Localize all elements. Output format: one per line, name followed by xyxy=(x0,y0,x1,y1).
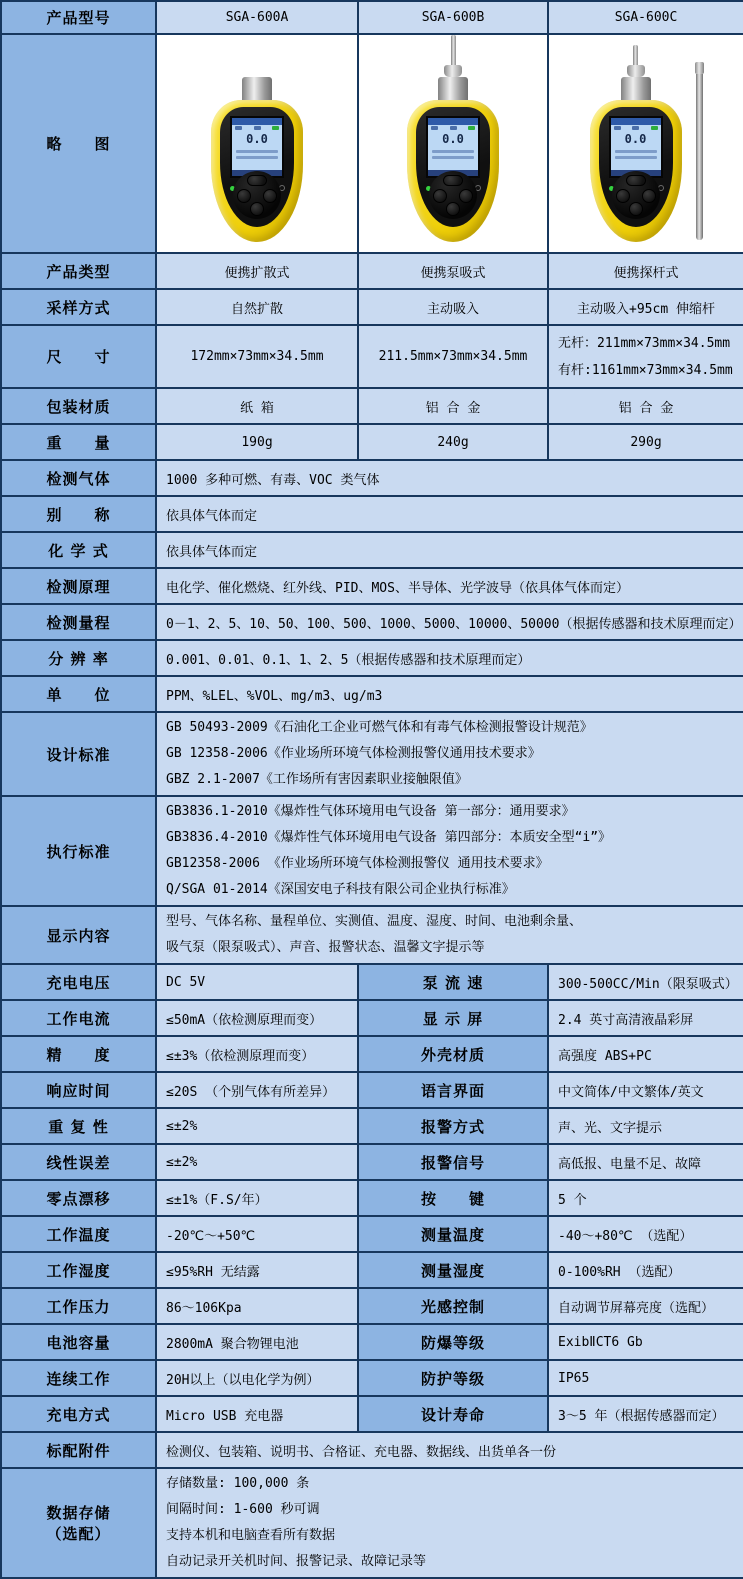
cell-value: 172mm×73mm×34.5mm xyxy=(156,325,358,388)
device-body xyxy=(211,100,303,242)
device-front-panel xyxy=(220,107,294,227)
button-pad xyxy=(233,171,281,219)
menu-button xyxy=(626,175,646,186)
cell-value: 高强度 ABS+PC xyxy=(548,1036,743,1072)
row-working-pressure-light-control xyxy=(1,1288,743,1324)
row-standard-accessories xyxy=(1,1432,743,1468)
cell-value: 0-100%RH （选配） xyxy=(548,1252,743,1288)
row-label: 尺 寸 xyxy=(1,325,156,388)
row-label: 防护等级 xyxy=(358,1360,548,1396)
cell-value: 中文简体/中文繁体/英文 xyxy=(548,1072,743,1108)
row-label: 电池容量 xyxy=(1,1324,156,1360)
cell-value: 1000 多种可燃、有毒、VOC 类气体 xyxy=(156,460,743,496)
cell-value: -40～+80℃ （选配） xyxy=(548,1216,743,1252)
row-sampling-method xyxy=(1,289,743,325)
row-detected-gas xyxy=(1,460,743,496)
menu-button xyxy=(247,175,267,186)
display-line: 型号、气体名称、量程单位、实测值、温度、湿度、时间、电池剩余量、 xyxy=(166,914,583,929)
row-label: 测量温度 xyxy=(358,1216,548,1252)
row-label: 语言界面 xyxy=(358,1072,548,1108)
standard-line: GB 12358-2006《作业场所环境气体检测报警仪通用技术要求》 xyxy=(166,746,541,761)
row-label: 检测气体 xyxy=(1,460,156,496)
row-label: 外壳材质 xyxy=(358,1036,548,1072)
row-label: 执行标准 xyxy=(1,796,156,906)
cell-value xyxy=(156,796,743,906)
row-label: 报警方式 xyxy=(358,1108,548,1144)
row-label: 包装材质 xyxy=(1,388,156,424)
row-data-storage xyxy=(1,1468,743,1578)
row-label: 分 辨 率 xyxy=(1,640,156,676)
cell-value: 主动吸入 xyxy=(358,289,548,325)
row-label: 化 学 式 xyxy=(1,532,156,568)
device-screen xyxy=(609,116,663,178)
cell-value: 20H以上（以电化学为例） xyxy=(156,1360,358,1396)
probe-rod xyxy=(451,35,456,65)
screen-info-rows xyxy=(428,147,478,162)
photo-cell-sga-600c xyxy=(548,34,743,253)
cell-value: IP65 xyxy=(548,1360,743,1396)
enter-button xyxy=(250,202,264,216)
cell-value: 300-500CC/Min（限泵吸式） xyxy=(548,964,743,1000)
screen-reading: 0.0 xyxy=(624,132,647,146)
product-photo-probe xyxy=(590,45,682,242)
standard-line: GB12358-2006 《作业场所环境气体检测报警仪 通用技术要求》 xyxy=(166,856,549,871)
row-label: 线性误差 xyxy=(1,1144,156,1180)
row-label xyxy=(1,1468,156,1578)
standard-line: Q/SGA 01-2014《深国安电子科技有限公司企业执行标准》 xyxy=(166,882,515,897)
cell-value: 2800mA 聚合物锂电池 xyxy=(156,1324,358,1360)
right-button xyxy=(263,189,277,203)
row-charging-voltage-pump-flow xyxy=(1,964,743,1000)
enter-button xyxy=(629,202,643,216)
row-dimensions xyxy=(1,325,743,388)
label-line: （选配） xyxy=(46,1525,111,1543)
standard-line: GBZ 2.1-2007《工作场所有害因素职业接触限值》 xyxy=(166,772,468,787)
screen-reading: 0.0 xyxy=(442,132,464,146)
cell-value: 铝 合 金 xyxy=(358,388,548,424)
left-button xyxy=(237,189,251,203)
cell-value: DC 5V xyxy=(156,964,358,1000)
cell-value: 5 个 xyxy=(548,1180,743,1216)
fan-icon xyxy=(254,126,261,130)
cell-value: 检测仪、包装箱、说明书、合格证、充电器、数据线、出货单各一份 xyxy=(156,1432,743,1468)
cell-value: ≤±2% xyxy=(156,1144,358,1180)
cell-value: 主动吸入+95cm 伸缩杆 xyxy=(548,289,743,325)
row-packaging xyxy=(1,388,743,424)
row-label-sketch: 略 图 xyxy=(1,34,156,253)
cell-value: 190g xyxy=(156,424,358,460)
cell-value: 240g xyxy=(358,424,548,460)
row-label: 单 位 xyxy=(1,676,156,712)
row-label: 工作温度 xyxy=(1,1216,156,1252)
screen-reading: 0.0 xyxy=(246,132,268,146)
row-label: 别 称 xyxy=(1,496,156,532)
cell-value: 依具体气体而定 xyxy=(156,496,743,532)
row-label: 测量湿度 xyxy=(358,1252,548,1288)
cell-value: -20℃～+50℃ xyxy=(156,1216,358,1252)
storage-line: 间隔时间: 1-600 秒可调 xyxy=(166,1502,320,1517)
photo-cell-sga-600a xyxy=(156,34,358,253)
cell-value xyxy=(548,325,743,388)
storage-line: 自动记录开关机时间、报警记录、故障记录等 xyxy=(166,1554,427,1569)
row-label: 充电电压 xyxy=(1,964,156,1000)
product-photo-pump xyxy=(407,35,499,242)
display-line: 吸气泵（限泵吸式）、声音、报警状态、温馨文字提示等 xyxy=(166,940,485,955)
device-front-panel xyxy=(416,107,490,227)
menu-button xyxy=(443,175,463,186)
fan-icon xyxy=(632,126,639,130)
cell-value: 声、光、文字提示 xyxy=(548,1108,743,1144)
cell-value: ≤±2% xyxy=(156,1108,358,1144)
enter-button xyxy=(446,202,460,216)
row-label: 设计标准 xyxy=(1,712,156,796)
probe-cone xyxy=(627,65,645,77)
speaker-icon xyxy=(614,126,621,130)
row-units xyxy=(1,676,743,712)
row-alias xyxy=(1,496,743,532)
cell-value: ≤±1%（F.S/年） xyxy=(156,1180,358,1216)
cell-value: 自动调节屏幕亮度（选配） xyxy=(548,1288,743,1324)
row-product-type xyxy=(1,253,743,289)
row-working-humidity-measure-humidity xyxy=(1,1252,743,1288)
model-name-b: SGA-600B xyxy=(358,1,548,34)
row-working-temp-measure-temp xyxy=(1,1216,743,1252)
speaker-icon xyxy=(431,126,438,130)
cell-value: 铝 合 金 xyxy=(548,388,743,424)
cell-value: 0.001、0.01、0.1、1、2、5（根据传感器和技术原理而定） xyxy=(156,640,743,676)
cell-value xyxy=(156,906,743,964)
row-label: 按 键 xyxy=(358,1180,548,1216)
cell-value: 便携扩散式 xyxy=(156,253,358,289)
cell-value: 纸 箱 xyxy=(156,388,358,424)
sensor-cap xyxy=(242,77,272,102)
row-label: 响应时间 xyxy=(1,1072,156,1108)
cell-value: ≤50mA（依检测原理而变） xyxy=(156,1000,358,1036)
cell-value: ≤±3%（依检测原理而变） xyxy=(156,1036,358,1072)
device-screen xyxy=(230,116,284,178)
row-label: 产品类型 xyxy=(1,253,156,289)
sensor-cap xyxy=(621,77,651,102)
screen-title-bar xyxy=(428,118,478,125)
left-button xyxy=(616,189,630,203)
row-detection-range xyxy=(1,604,743,640)
row-label: 工作湿度 xyxy=(1,1252,156,1288)
row-charging-method-design-life xyxy=(1,1396,743,1432)
fan-icon xyxy=(450,126,457,130)
row-continuous-work-protection-rating xyxy=(1,1360,743,1396)
cell-value xyxy=(156,712,743,796)
speaker-icon xyxy=(235,126,242,130)
cell-value: 2.4 英寸高清液晶彩屏 xyxy=(548,1000,743,1036)
product-photo-diffusion xyxy=(211,77,303,242)
row-label: 泵 流 速 xyxy=(358,964,548,1000)
sensor-cap xyxy=(438,77,468,102)
probe-cone xyxy=(444,65,462,77)
screen-info-rows xyxy=(611,147,661,162)
row-label: 报警信号 xyxy=(358,1144,548,1180)
cell-value: ≤20S （个别气体有所差异） xyxy=(156,1072,358,1108)
standard-line: GB 50493-2009《石油化工企业可燃气体和有毒气体检测报警设计规范》 xyxy=(166,720,593,735)
row-label: 重 复 性 xyxy=(1,1108,156,1144)
dimension-line: 无杆：211mm×73mm×34.5mm xyxy=(558,335,731,351)
storage-line: 存储数量: 100,000 条 xyxy=(166,1476,310,1491)
row-weight xyxy=(1,424,743,460)
battery-icon xyxy=(468,126,475,130)
standard-line: GB3836.1-2010《爆炸性气体环境用电气设备 第一部分：通用要求》 xyxy=(166,804,575,819)
cell-value: 便携探杆式 xyxy=(548,253,743,289)
row-sketch xyxy=(1,34,743,253)
model-name-a: SGA-600A xyxy=(156,1,358,34)
cell-value: 0－1、2、5、10、50、100、500、1000、5000、10000、50000（根据传感器和技术原理而定） xyxy=(156,604,743,640)
screen-info-rows xyxy=(232,147,282,162)
model-name-c: SGA-600C xyxy=(548,1,743,34)
left-button xyxy=(433,189,447,203)
cell-value: ≤95%RH 无结露 xyxy=(156,1252,358,1288)
row-response-time-language xyxy=(1,1072,743,1108)
cell-value: 便携泵吸式 xyxy=(358,253,548,289)
button-pad xyxy=(429,171,477,219)
row-working-current-display xyxy=(1,1000,743,1036)
row-display-content xyxy=(1,906,743,964)
device-screen xyxy=(426,116,480,178)
cell-value xyxy=(156,1468,743,1578)
right-button xyxy=(459,189,473,203)
row-label: 设计寿命 xyxy=(358,1396,548,1432)
row-label: 光感控制 xyxy=(358,1288,548,1324)
cell-value: PPM、%LEL、%VOL、mg/m3、ug/m3 xyxy=(156,676,743,712)
standard-line: GB3836.4-2010《爆炸性气体环境用电气设备 第四部分：本质安全型“i”》 xyxy=(166,830,612,845)
telescopic-rod xyxy=(696,62,703,240)
device-body xyxy=(407,100,499,242)
screen-title-bar xyxy=(232,118,282,125)
cell-value: 高低报、电量不足、故障 xyxy=(548,1144,743,1180)
row-label: 标配附件 xyxy=(1,1432,156,1468)
row-label: 显示内容 xyxy=(1,906,156,964)
screen-title-bar xyxy=(611,118,661,125)
row-executive-standards xyxy=(1,796,743,906)
row-linearity-alarm-signal xyxy=(1,1144,743,1180)
storage-line: 支持本机和电脑查看所有数据 xyxy=(166,1528,336,1543)
row-battery-explosion-rating xyxy=(1,1324,743,1360)
cell-value: 3～5 年（根据传感器而定） xyxy=(548,1396,743,1432)
dimension-line: 有杆:1161mm×73mm×34.5mm xyxy=(558,362,733,378)
row-detection-principle xyxy=(1,568,743,604)
device-front-panel xyxy=(599,107,673,227)
label-line: 数据存储 xyxy=(46,1504,111,1522)
row-label: 检测原理 xyxy=(1,568,156,604)
row-accuracy-housing xyxy=(1,1036,743,1072)
row-label: 重 量 xyxy=(1,424,156,460)
row-label: 精 度 xyxy=(1,1036,156,1072)
cell-value: 211.5mm×73mm×34.5mm xyxy=(358,325,548,388)
row-label: 采样方式 xyxy=(1,289,156,325)
row-label: 工作压力 xyxy=(1,1288,156,1324)
row-repeatability-alarm-mode xyxy=(1,1108,743,1144)
row-zero-drift-keys xyxy=(1,1180,743,1216)
row-label-product-model: 产品型号 xyxy=(1,1,156,34)
row-label: 防爆等级 xyxy=(358,1324,548,1360)
row-label: 零点漂移 xyxy=(1,1180,156,1216)
cell-value: 自然扩散 xyxy=(156,289,358,325)
device-body xyxy=(590,100,682,242)
cell-value: 依具体气体而定 xyxy=(156,532,743,568)
cell-value: 290g xyxy=(548,424,743,460)
row-resolution xyxy=(1,640,743,676)
row-design-standards xyxy=(1,712,743,796)
row-chemical-formula xyxy=(1,532,743,568)
button-pad xyxy=(612,171,660,219)
probe-rod xyxy=(633,45,638,65)
row-label: 连续工作 xyxy=(1,1360,156,1396)
right-button xyxy=(642,189,656,203)
cell-value: 电化学、催化燃烧、红外线、PID、MOS、半导体、光学波导（依具体气体而定） xyxy=(156,568,743,604)
battery-icon xyxy=(651,126,658,130)
cell-value: Micro USB 充电器 xyxy=(156,1396,358,1432)
photo-cell-sga-600b xyxy=(358,34,548,253)
cell-value: ExibⅡCT6 Gb xyxy=(548,1324,743,1360)
row-label: 工作电流 xyxy=(1,1000,156,1036)
row-label: 显 示 屏 xyxy=(358,1000,548,1036)
cell-value: 86～106Kpa xyxy=(156,1288,358,1324)
row-label: 检测量程 xyxy=(1,604,156,640)
battery-icon xyxy=(272,126,279,130)
row-label: 充电方式 xyxy=(1,1396,156,1432)
row-product-model xyxy=(1,1,743,34)
